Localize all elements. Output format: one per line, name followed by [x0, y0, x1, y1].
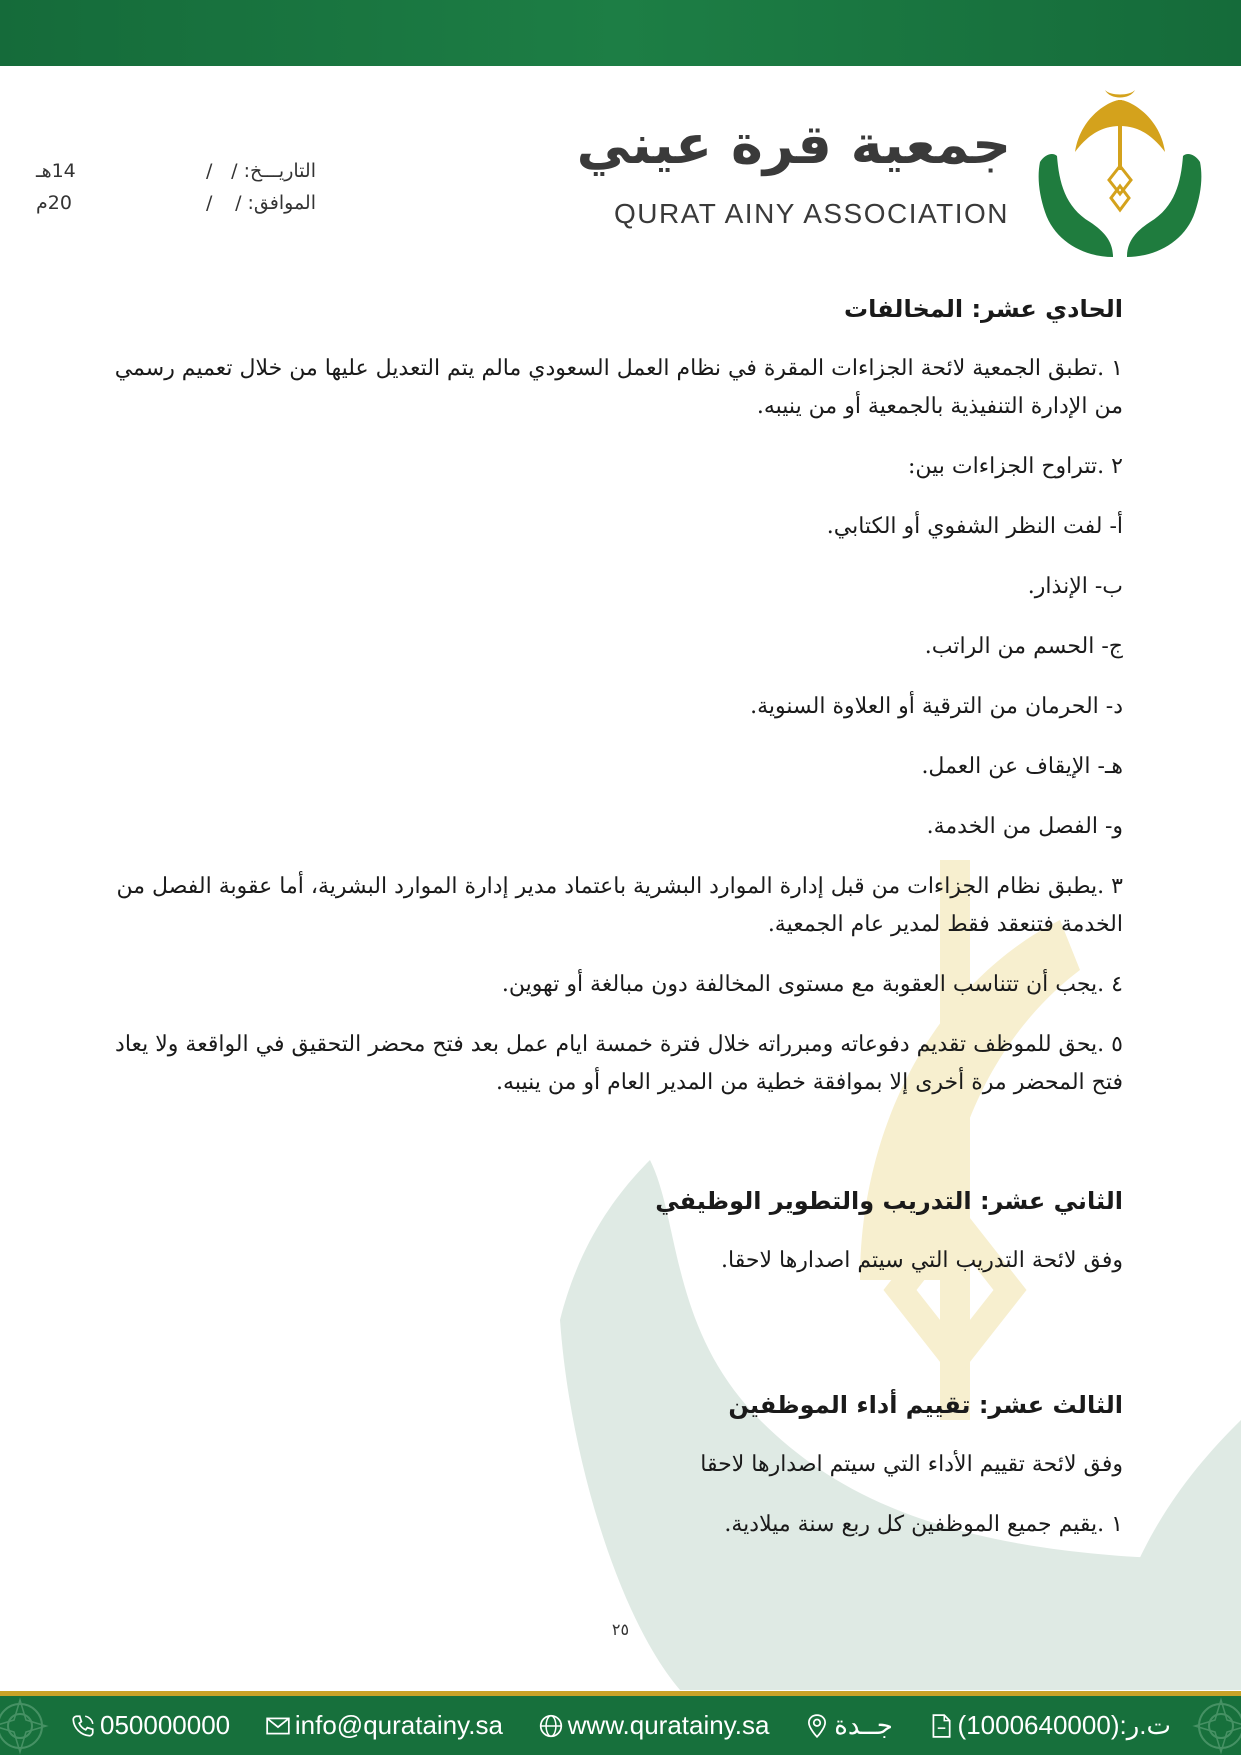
- logo-hands-icon: [1035, 82, 1205, 262]
- spacer: [113, 1124, 1123, 1182]
- date-block: [36, 160, 316, 226]
- paragraph: ١ .يقيم جميع الموظفين كل ربع سنة ميلادية.: [724, 1512, 1123, 1537]
- list-item: أ- لفت النظر الشفوي أو الكتابي.: [826, 514, 1123, 539]
- email-address[interactable]: info@quratainy.sa: [294, 1710, 503, 1740]
- phone-number[interactable]: 050000000: [100, 1710, 231, 1740]
- gregorian-suffix: 20م: [36, 192, 72, 214]
- footer-location: [804, 1710, 893, 1741]
- brand-name-arabic: جمعية قرة عيني: [576, 113, 1011, 176]
- date-separator: /: [206, 192, 213, 214]
- paragraph: وفق لائحة تقييم الأداء التي سيتم اصدارها لاحقا: [700, 1452, 1123, 1477]
- list-item: ب- الإنذار.: [1027, 574, 1123, 599]
- list-item: و- الفصل من الخدمة.: [926, 814, 1123, 839]
- brand-name-english: QURAT AINY ASSOCIATION: [613, 198, 1009, 229]
- footer-contact-info: [70, 1696, 1171, 1755]
- city-name: جــدة: [834, 1710, 893, 1740]
- list-item: هـ- الإيقاف عن العمل.: [921, 754, 1123, 779]
- globe-icon: [538, 1713, 564, 1739]
- paragraph: ٥ .يحق للموظف تقديم دفوعاته ومبرراته خلال فترة خمسة ايام عمل بعد فتح محضر التحقيق في الواقعة ولا يعاد فتح المحضر مرة أخرى إلا بموافقة خطية من المدير العام أو من ينيبه.: [115, 1032, 1123, 1095]
- hijri-date-label: التاريـــخ: /: [231, 160, 316, 182]
- spacer: [113, 1302, 1123, 1386]
- document-icon: [928, 1713, 954, 1739]
- hijri-suffix: 14هـ: [36, 160, 76, 182]
- gregorian-date-label: الموافق: /: [235, 192, 316, 214]
- section-title: الحادي عشر: المخالفات: [844, 295, 1123, 323]
- document-body: [113, 290, 1123, 1566]
- paragraph: ٢ .تتراوح الجزاءات بين:: [908, 454, 1123, 479]
- footer-email: [265, 1710, 503, 1741]
- section-title: الثاني عشر: التدريب والتطوير الوظيفي: [655, 1187, 1123, 1215]
- footer-bar: [0, 1696, 1241, 1755]
- section-title: الثالث عشر: تقييم أداء الموظفين: [728, 1391, 1123, 1419]
- paragraph: ٣ .يطبق نظام الجزاءات من قبل إدارة الموارد البشرية باعتماد مدير إدارة الموارد البشرية، أما عقوبة الفصل من الخدمة فتنعقد فقط لمدير عام الجمعية.: [116, 874, 1123, 937]
- paragraph: ١ .تطبق الجمعية لائحة الجزاءات المقرة في نظام العمل السعودي مالم يتم التعديل عليها من خلال تعميم رسمي من الإدارة التنفيذية بالجمعية أو من ينيبه.: [114, 356, 1123, 419]
- list-item: د- الحرمان من الترقية أو العلاوة السنوية.: [750, 694, 1123, 719]
- footer-website: [538, 1710, 770, 1741]
- page-number: ٢٥: [611, 1620, 630, 1639]
- website-link[interactable]: www.quratainy.sa: [567, 1710, 770, 1740]
- footer-cr: [928, 1710, 1171, 1741]
- header-green-band: [0, 0, 1241, 66]
- location-pin-icon: [804, 1713, 830, 1739]
- gregorian-date-row: [36, 192, 316, 222]
- paragraph: وفق لائحة التدريب التي سيتم اصدارها لاحقا.: [721, 1248, 1123, 1273]
- paragraph: ٤ .يجب أن تتناسب العقوبة مع مستوى المخالفة دون مبالغة أو تهوين.: [501, 972, 1123, 997]
- hijri-date-row: [36, 160, 316, 190]
- footer-phone: [70, 1710, 230, 1741]
- date-separator: /: [206, 160, 213, 182]
- ornament-pattern-icon: [0, 1696, 70, 1755]
- mail-icon: [265, 1713, 291, 1739]
- ornament-pattern-icon: [1171, 1696, 1241, 1755]
- phone-icon: [70, 1713, 96, 1739]
- commercial-registration: ت.ر:(1000640000): [957, 1710, 1171, 1740]
- list-item: ج- الحسم من الراتب.: [924, 634, 1123, 659]
